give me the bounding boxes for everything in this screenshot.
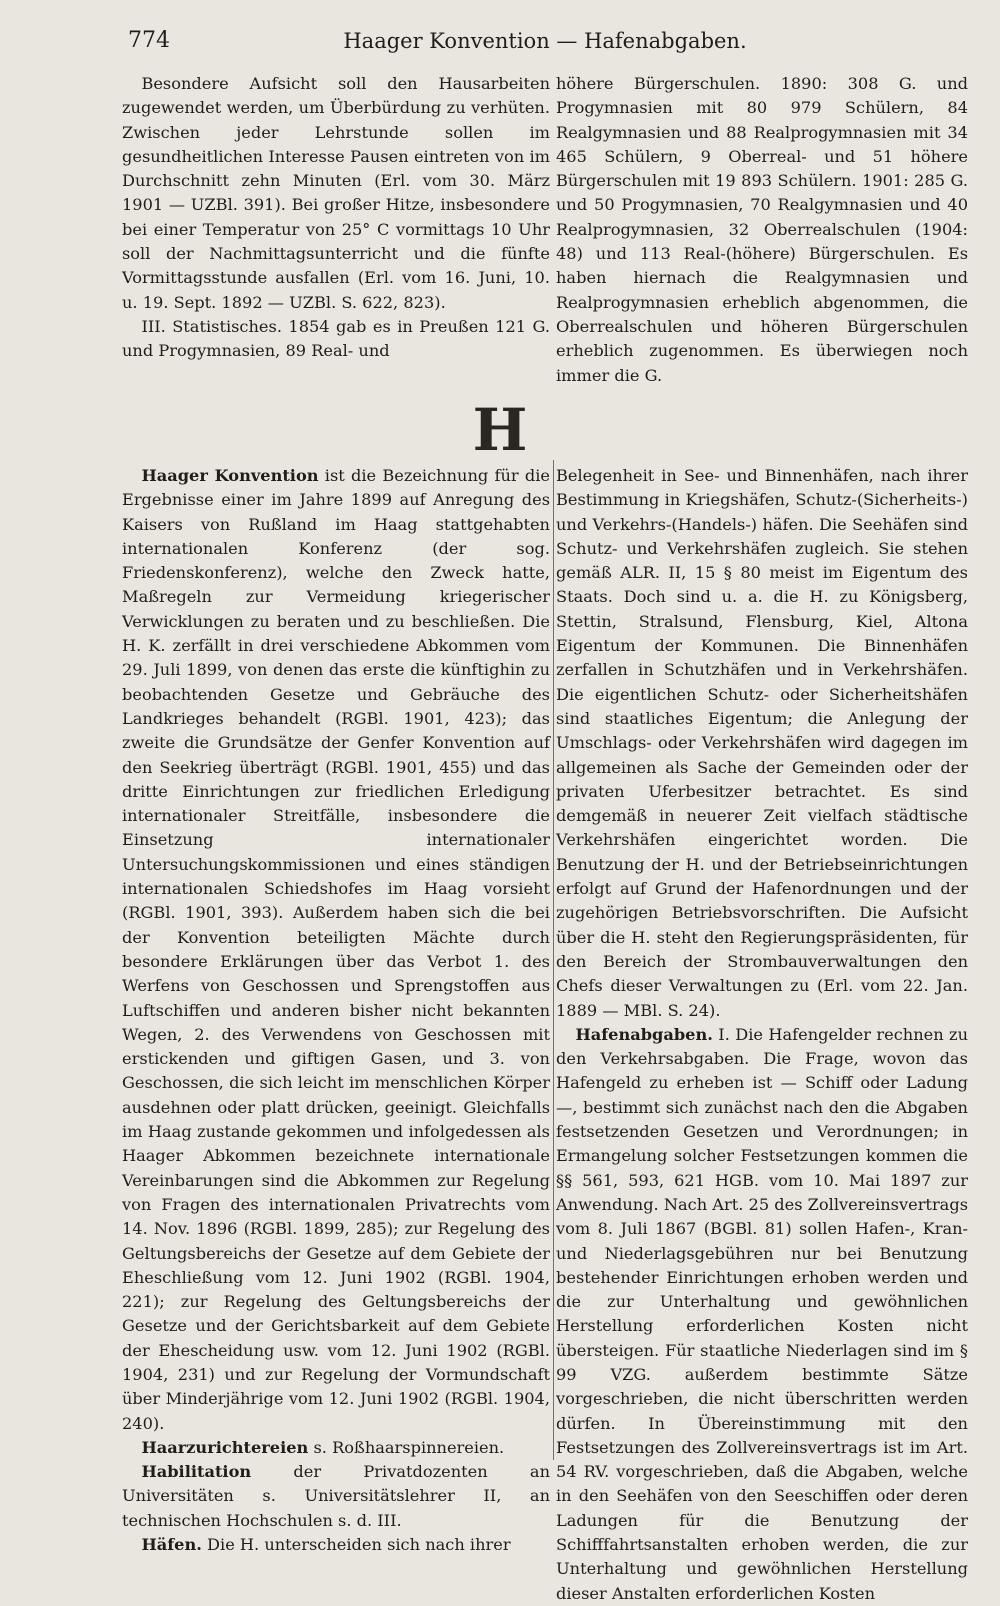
entry-text: der Privatdozenten an Universitäten s. Universitätslehrer II, an technischen Hochschulen s. d. III.	[122, 1462, 550, 1530]
bottom-right-column	[556, 464, 968, 1606]
entry-haager-konvention	[122, 464, 550, 1436]
page-header	[120, 28, 970, 62]
entry-text: ist die Bezeichnung für die Ergebnisse einer im Jahre 1899 auf Anregung des Kaisers von Rußland im Haag stattgehabten internationalen Konferenz (der sog. Friedenskonferenz), welche den Zweck hatte, Maßregeln zur Vermeidung kriegerischer Verwicklungen zu beraten und zu beschließen. Die H. K. zerfällt in drei verschiedene Abkommen vom 29. Juli 1899, von denen das erste die künftighin zu beobachtenden Gesetze und Gebräuche des Landkrieges behandelt (RGBl. 1901, 423); das zweite die Grundsätze der Genfer Konvention auf den Seekrieg überträgt (RGBl. 1901, 455) und das dritte Einrichtungen zur friedlichen Erledigung internationaler Streitfälle, insbesondere die Einsetzung internationaler Untersuchungskommissionen und eines ständigen internationalen Schiedshofes im Haag vorsieht (RGBl. 1901, 393). Außerdem haben sich die bei der Konvention beteiligten Mächte durch besondere Erklärungen über das Verbot 1. des Werfens von Geschossen und Sprengstoffen aus Luftschiffen und anderen bisher nicht bekannten Wegen, 2. des Verwendens von Geschossen mit erstickenden und giftigen Gasen, und 3. von Geschossen, die sich leicht im menschlichen Körper ausdehnen oder platt drücken, geeinigt. Gleichfalls im Haag zustande gekommen und infolgedessen als Haager Abkommen bezeichnete internationale Vereinbarungen sind die Abkommen zur Regelung von Fragen des internationalen Privatrechts vom 14. Nov. 1896 (RGBl. 1899, 285); zur Regelung des Geltungsbereichs der Gesetze auf dem Gebiete der Eheschließung vom 12. Juni 1902 (RGBl. 1904, 221); zur Regelung des Geltungsbereichs der Gesetze und der Gerichtsbarkeit auf dem Gebiete der Ehescheidung usw. vom 12. Juni 1902 (RGBl. 1904, 231) und zur Regelung der Vormundschaft über Minderjährige vom 12. Juni 1902 (RGBl. 1904, 240).	[122, 466, 550, 1433]
page-number: 774	[128, 28, 170, 53]
entry-haefen	[122, 1533, 550, 1557]
entry-text: I. Die Hafengelder rechnen zu den Verkehrsabgaben. Die Frage, wovon das Hafengeld zu erheben ist — Schiff oder Ladung —, bestimmt sich zunächst nach den die Abgaben festsetzenden Gesetzen und Verordnungen; in Ermangelung solcher Festsetzungen kommen die §§ 561, 593, 621 HGB. vom 10. Mai 1897 zur Anwendung. Nach Art. 25 des Zollvereinsvertrags vom 8. Juli 1867 (BGBl. 81) sollen Hafen-, Kran- und Niederlagsgebühren nur bei Benutzung bestehender Einrichtungen erhoben werden und die zur Unterhaltung und gewöhnlichen Herstellung erforderlichen Kosten nicht übersteigen. Für staatliche Niederlagen sind im § 99 VZG. außerdem bestimmte Sätze vorgeschrieben, die nicht überschritten werden dürfen. In Übereinstimmung mit den Festsetzungen des Zollvereinsvertrags ist im Art. 54 RV. vorgeschrieben, daß die Abgaben, welche in den Seehäfen von den Seeschiffen oder deren Ladungen für die Benutzung der Schifffahrtsanstalten erhoben werden, die zur Unterhaltung und gewöhnlichen Herstellung dieser Anstalten erforderlichen Kosten	[556, 1024, 968, 1603]
lemma-haarzurichtereien: Haarzurichtereien	[141, 1437, 309, 1457]
top-right-column	[556, 72, 968, 388]
column-divider	[553, 460, 554, 1460]
section-letter: H	[472, 396, 528, 464]
paragraph-haefen-cont: Belegenheit in See- und Binnenhäfen, nach ihrer Bestimmung in Kriegshäfen, Schutz-(Sicherheits-) und Verkehrs-(Handels-) häfen. Die Seehäfen sind Schutz- und Verkehrshäfen zugleich. Sie stehen gemäß ALR. II, 15 § 80 meist im Eigentum des Staats. Doch sind u. a. die H. zu Königsberg, Stettin, Stralsund, Flensburg, Kiel, Altona Eigentum der Kommunen. Die Binnenhäfen zerfallen in Schutzhäfen und in Verkehrshäfen. Die eigentlichen Schutz- oder Sicherheitshäfen sind staatliches Eigentum; die Anlegung der Umschlags- oder Verkehrshäfen wird dagegen im allgemeinen als Sache der Gemeinden oder der privaten Uferbesitzer betrachtet. Es sind demgemäß in neuerer Zeit vielfach städtische Verkehrshäfen eingerichtet worden. Die Benutzung der H. und der Betriebseinrichtungen erfolgt auf Grund der Hafenordnungen und der zugehörigen Betriebsvorschriften. Die Aufsicht über die H. steht den Regierungspräsidenten, für den Bereich der Strombauverwaltungen den Chefs dieser Verwaltungen zu (Erl. vom 22. Jan. 1889 — MBl. S. 24).	[556, 466, 968, 1020]
paragraph-statistics-cont: höhere Bürgerschulen. 1890: 308 G. und Progymnasien mit 80 979 Schülern, 84 Realgymnasien und 88 Realprogymnasien mit 34 465 Schülern, 9 Oberreal- und 51 höhere Bürgerschulen mit 19 893 Schülern. 1901: 285 G. und 50 Progymnasien, 70 Realgymnasien und 40 Realprogymnasien, 32 Oberrealschulen (1904: 48) und 113 Real-(höhere) Bürgerschulen. Es haben hiernach die Realgymnasien und Realprogymnasien erheblich abgenommen, die Oberrealschulen und höheren Bürgerschulen erheblich zugenommen. Es überwiegen noch immer die G.	[556, 74, 968, 385]
lemma-habilitation: Habilitation	[141, 1462, 252, 1482]
entry-text: s. Roßhaarspinnereien.	[308, 1437, 505, 1457]
entry-haarzurichtereien	[122, 1436, 550, 1460]
running-head: Haager Konvention — Hafenabgaben.	[343, 29, 747, 53]
lemma-hafenabgaben: Hafenabgaben.	[575, 1024, 713, 1044]
paragraph-supervision: Besondere Aufsicht soll den Hausarbeiten zugewendet werden, um Überbürdung zu verhüten. Zwischen jeder Lehrstunde sollen im gesundheitlichen Interesse Pausen eintreten von im Durchschnitt zehn Minuten (Erl. vom 30. März 1901 — UZBl. 391). Bei großer Hitze, insbesondere bei einer Temperatur von 25° C vormittags 10 Uhr soll der Nachmittagsunterricht und die fünfte Vormittagsstunde ausfallen (Erl. vom 16. Juni, 10. u. 19. Sept. 1892 — UZBl. S. 622, 823).	[122, 74, 550, 312]
top-left-column	[122, 72, 550, 364]
bottom-left-column	[122, 464, 550, 1557]
entry-hafenabgaben	[556, 1023, 968, 1606]
paragraph-statistics: III. Statistisches. 1854 gab es in Preußen 121 G. und Progymnasien, 89 Real- und	[122, 316, 550, 361]
lemma-haager-konvention: Haager Konvention	[141, 466, 319, 485]
entry-text: Die H. unterscheiden sich nach ihrer	[201, 1535, 511, 1555]
lemma-haefen: Häfen.	[141, 1535, 202, 1555]
entry-habilitation	[122, 1460, 550, 1533]
